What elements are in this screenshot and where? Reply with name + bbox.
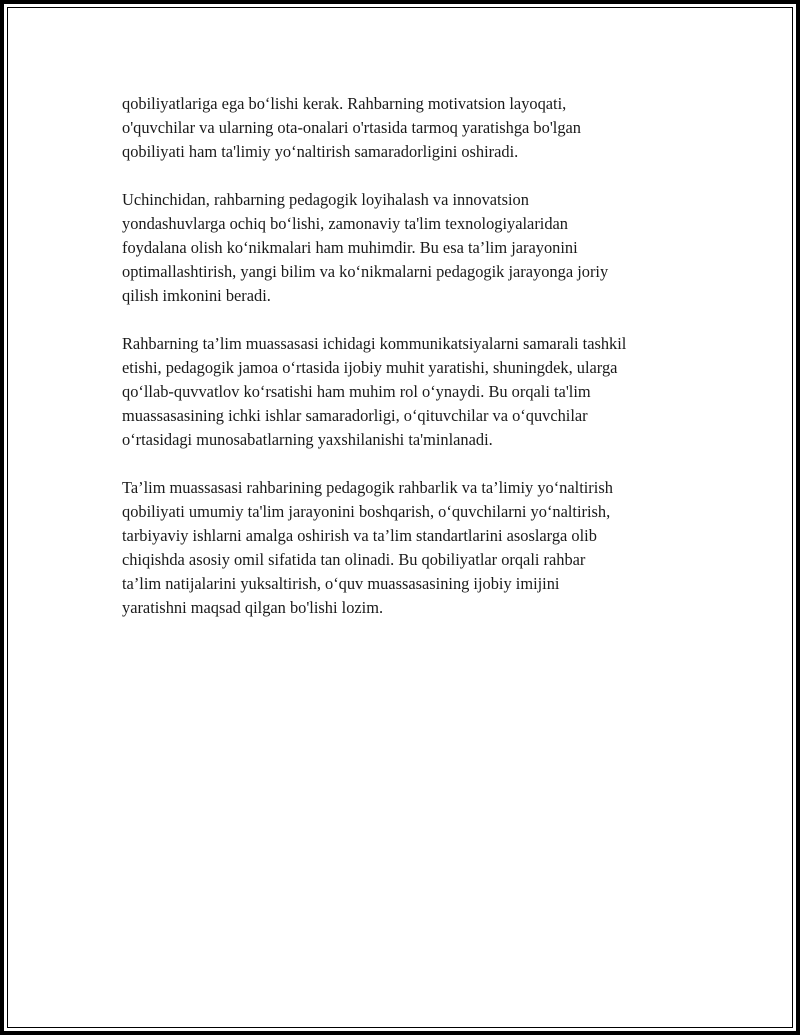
text-line: ta’lim natijalarini yuksaltirish, o‘quv muassasasining ijobiy imijini <box>122 574 560 593</box>
paragraph-4 <box>122 476 712 620</box>
paragraph-3 <box>122 332 712 452</box>
text-line: o‘rtasidagi munosabatlarning yaxshilanishi ta'minlanadi. <box>122 430 493 449</box>
text-line: yondashuvlarga ochiq bo‘lishi, zamonaviy ta'lim texnologiyalaridan <box>122 214 569 233</box>
text-line: qobiliyatlariga ega bo‘lishi kerak. Rahbarning motivatsion layoqati, <box>122 94 567 113</box>
text-line: qilish imkonini beradi. <box>122 286 271 305</box>
text-line: Uchinchidan, rahbarning pedagogik loyihalash va innovatsion <box>122 190 529 209</box>
text-line: chiqishda asosiy omil sifatida tan olinadi. Bu qobiliyatlar orqali rahbar <box>122 550 586 569</box>
text-line: Rahbarning ta’lim muassasasi ichidagi kommunikatsiyalarni samarali tashkil <box>122 334 627 353</box>
text-line: qobiliyati umumiy ta'lim jarayonini boshqarish, o‘quvchilarni yo‘naltirish, <box>122 502 611 521</box>
text-line: yaratishni maqsad qilgan bo'lishi lozim. <box>122 598 384 617</box>
text-line: qobiliyati ham ta'limiy yo‘naltirish samaradorligini oshiradi. <box>122 142 519 161</box>
text-line: Ta’lim muassasasi rahbarining pedagogik rahbarlik va ta’limiy yo‘naltirish <box>122 478 613 497</box>
text-line: qo‘llab-quvvatlov ko‘rsatishi ham muhim rol o‘ynaydi. Bu orqali ta'lim <box>122 382 591 401</box>
text-line: o'quvchilar va ularning ota-onalari o'rtasida tarmoq yaratishga bo'lgan <box>122 118 581 137</box>
text-line: etishi, pedagogik jamoa o‘rtasida ijobiy muhit yaratishi, shuningdek, ularga <box>122 358 618 377</box>
paragraph-1 <box>122 92 712 164</box>
text-line: foydalana olish ko‘nikmalari ham muhimdir. Bu esa ta’lim jarayonini <box>122 238 578 257</box>
text-line: muassasasining ichki ishlar samaradorligi, o‘qituvchilar va o‘quvchilar <box>122 406 588 425</box>
paragraph-2 <box>122 188 712 308</box>
text-line: tarbiyaviy ishlarni amalga oshirish va ta’lim standartlarini asoslarga olib <box>122 526 597 545</box>
document-body <box>122 92 712 644</box>
text-line: optimallashtirish, yangi bilim va ko‘nikmalarni pedagogik jarayonga joriy <box>122 262 609 281</box>
